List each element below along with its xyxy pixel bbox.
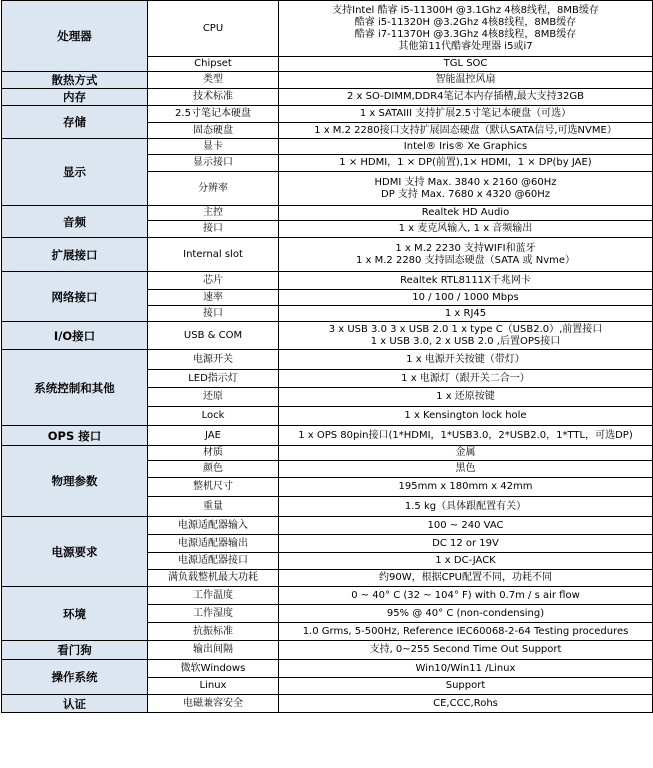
spec-value: Win10/Win11 /Linux <box>279 660 653 678</box>
spec-value: 1.5 kg（具体跟配置有关） <box>279 497 653 517</box>
category-label: 认证 <box>2 695 148 713</box>
spec-item-label: 固态硬盘 <box>148 123 279 139</box>
spec-item-label: Lock <box>148 407 279 426</box>
spec-value: CE,CCC,Rohs <box>279 695 653 713</box>
spec-item-label: USB & COM <box>148 322 279 350</box>
spec-item-label: 分辨率 <box>148 172 279 206</box>
spec-value: Realtek RTL8111X千兆网卡 <box>279 272 653 290</box>
spec-item-label: 电源适配器接口 <box>148 553 279 570</box>
spec-value: 3 x USB 3.0 3 x USB 2.0 1 x type C（USB2.0）,前置接口 1 x USB 3.0, 2 x USB 2.0 ,后置OPS接口 <box>279 322 653 350</box>
spec-item-label: 颜色 <box>148 461 279 478</box>
spec-value: Intel® Iris® Xe Graphics <box>279 139 653 155</box>
spec-row <box>2 106 653 123</box>
spec-value: TGL SOC <box>279 57 653 72</box>
spec-item-label: 电源适配器输出 <box>148 535 279 553</box>
spec-item-label: 抗振标准 <box>148 623 279 641</box>
category-label: 操作系统 <box>2 660 148 695</box>
category-label: 扩展接口 <box>2 238 148 272</box>
category-label: 看门狗 <box>2 641 148 660</box>
category-label: 音频 <box>2 206 148 238</box>
spec-value: 金属 <box>279 446 653 461</box>
spec-row <box>2 641 653 660</box>
spec-item-label: 显卡 <box>148 139 279 155</box>
spec-item-label: 2.5寸笔记本硬盘 <box>148 106 279 123</box>
spec-row <box>2 238 653 272</box>
spec-item-label: 输出间隔 <box>148 641 279 660</box>
spec-item-label: 微软Windows <box>148 660 279 678</box>
spec-value: Realtek HD Audio <box>279 206 653 221</box>
spec-row <box>2 660 653 678</box>
category-label: 物理参数 <box>2 446 148 517</box>
spec-value: 1 x M.2 2280接口支持扩展固态硬盘（默认SATA信号,可选NVME） <box>279 123 653 139</box>
spec-value: 黑色 <box>279 461 653 478</box>
spec-value: 1 x RJ45 <box>279 306 653 322</box>
spec-item-label: 类型 <box>148 72 279 89</box>
spec-row <box>2 72 653 89</box>
spec-value: 10 / 100 / 1000 Mbps <box>279 290 653 306</box>
spec-row <box>2 206 653 221</box>
spec-row <box>2 322 653 350</box>
spec-item-label: 工作温度 <box>148 587 279 605</box>
spec-value: Support <box>279 678 653 695</box>
spec-value: 1 × HDMI，1 × DP(前置),1× HDMI，1 × DP(by JAE) <box>279 155 653 172</box>
spec-value: HDMI 支持 Max. 3840 x 2160 @60Hz DP 支持 Max. 7680 x 4320 @60Hz <box>279 172 653 206</box>
spec-item-label: 工作湿度 <box>148 605 279 623</box>
category-label: I/O接口 <box>2 322 148 350</box>
spec-row <box>2 1 653 57</box>
spec-item-label: 材质 <box>148 446 279 461</box>
spec-row <box>2 446 653 461</box>
spec-value: 100 ~ 240 VAC <box>279 517 653 535</box>
spec-row <box>2 272 653 290</box>
category-label: 系统控制和其他 <box>2 350 148 426</box>
spec-value: 1 x 还原按键 <box>279 388 653 407</box>
spec-item-label: CPU <box>148 1 279 57</box>
category-label: 环境 <box>2 587 148 641</box>
spec-value: 支持Intel 酷睿 i5-11300H @3.1Ghz 4核8线程，8MB缓存 酷睿 i5-11320H @3.2Ghz 4核8线程，8MB缓存 酷睿 i7-11370H @3.3Ghz 4核8线程，8MB缓存 其他第11代酷睿处理器 i5或i7 <box>279 1 653 57</box>
spec-value: 1 x M.2 2230 支持WIFI和蓝牙 1 x M.2 2280 支持固态硬盘（SATA 或 Nvme） <box>279 238 653 272</box>
spec-table <box>1 0 653 713</box>
spec-row <box>2 517 653 535</box>
spec-table-body <box>2 1 653 713</box>
category-label: OPS 接口 <box>2 426 148 446</box>
spec-item-label: Internal slot <box>148 238 279 272</box>
spec-item-label: JAE <box>148 426 279 446</box>
spec-item-label: LED指示灯 <box>148 370 279 388</box>
category-label: 显示 <box>2 139 148 206</box>
category-label: 内存 <box>2 89 148 106</box>
spec-value: 0 ~ 40° C (32 ~ 104° F) with 0.7m / s air flow <box>279 587 653 605</box>
category-label: 散热方式 <box>2 72 148 89</box>
spec-value: 1 x DC-JACK <box>279 553 653 570</box>
spec-item-label: 整机尺寸 <box>148 478 279 497</box>
spec-value: 2 x SO-DIMM,DDR4笔记本内存插槽,最大支持32GB <box>279 89 653 106</box>
spec-item-label: 显示接口 <box>148 155 279 172</box>
category-label: 电源要求 <box>2 517 148 587</box>
spec-value: DC 12 or 19V <box>279 535 653 553</box>
category-label: 处理器 <box>2 1 148 72</box>
spec-row <box>2 139 653 155</box>
spec-item-label: 电源适配器输入 <box>148 517 279 535</box>
spec-item-label: 技术标准 <box>148 89 279 106</box>
spec-item-label: 满负载整机最大功耗 <box>148 570 279 587</box>
spec-item-label: Chipset <box>148 57 279 72</box>
spec-row <box>2 587 653 605</box>
spec-item-label: 接口 <box>148 306 279 322</box>
spec-value: 支持, 0~255 Second Time Out Support <box>279 641 653 660</box>
spec-item-label: Linux <box>148 678 279 695</box>
spec-value: 1 x 电源灯（跟开关二合一） <box>279 370 653 388</box>
spec-item-label: 电源开关 <box>148 350 279 370</box>
spec-value: 195mm x 180mm x 42mm <box>279 478 653 497</box>
spec-value: 1 x Kensington lock hole <box>279 407 653 426</box>
spec-item-label: 速率 <box>148 290 279 306</box>
spec-value: 智能温控风扇 <box>279 72 653 89</box>
spec-item-label: 电磁兼容安全 <box>148 695 279 713</box>
spec-item-label: 还原 <box>148 388 279 407</box>
spec-value: 95% @ 40° C (non-condensing) <box>279 605 653 623</box>
spec-item-label: 重量 <box>148 497 279 517</box>
category-label: 存储 <box>2 106 148 139</box>
spec-item-label: 主控 <box>148 206 279 221</box>
spec-row <box>2 695 653 713</box>
spec-value: 1 x OPS 80pin接口(1*HDMI，1*USB3.0，2*USB2.0，1*TTL，可选DP) <box>279 426 653 446</box>
spec-row <box>2 426 653 446</box>
spec-value: 1.0 Grms, 5-500Hz, Reference IEC60068-2-64 Testing procedures <box>279 623 653 641</box>
spec-value: 1 x 电源开关按键（带灯） <box>279 350 653 370</box>
spec-row <box>2 350 653 370</box>
spec-value: 约90W，根据CPU配置不同，功耗不同 <box>279 570 653 587</box>
spec-item-label: 接口 <box>148 221 279 238</box>
spec-value: 1 x SATAIII 支持扩展2.5寸笔记本硬盘（可选） <box>279 106 653 123</box>
spec-value: 1 x 麦克风输入, 1 x 音频输出 <box>279 221 653 238</box>
spec-item-label: 芯片 <box>148 272 279 290</box>
spec-row <box>2 89 653 106</box>
category-label: 网络接口 <box>2 272 148 322</box>
